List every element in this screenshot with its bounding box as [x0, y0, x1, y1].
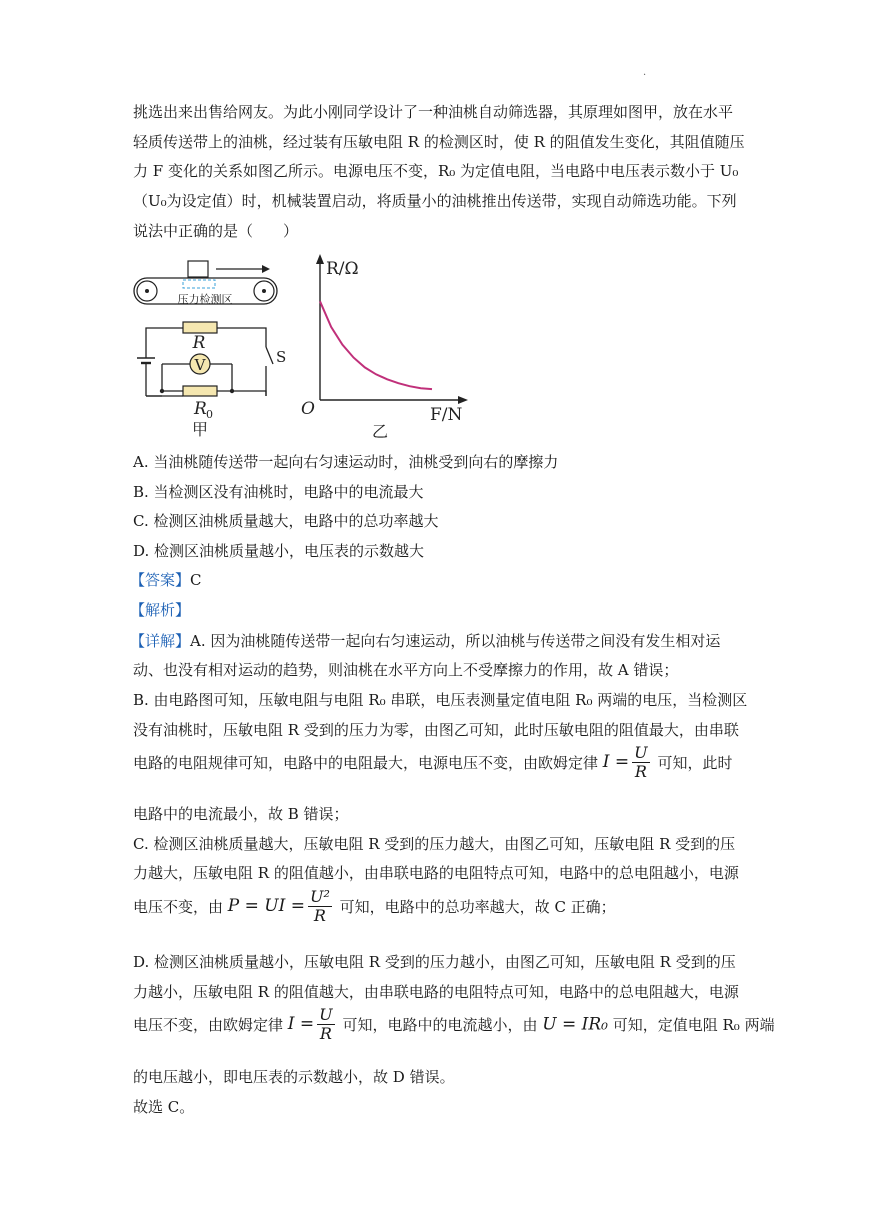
svg-text:0: 0	[206, 408, 213, 421]
detail-d-line-1: D. 检测区油桃质量越小，压敏电阻 R 受到的压力越小，由图乙可知，压敏电阻 R 受到的压	[133, 953, 736, 971]
zone-label: 压力检测区	[177, 293, 233, 306]
caption-jia: 甲	[191, 420, 209, 439]
question-line-1: 挑选出来出售给网友。为此小刚同学设计了一种油桃自动筛选器，其原理如图甲，放在水平	[133, 103, 734, 121]
series-curve-r-vs-f	[320, 301, 432, 389]
y-axis-arrow-icon	[316, 254, 324, 264]
x-axis-label: F/N	[430, 405, 463, 425]
resistor-r	[183, 322, 217, 333]
detail-c-line-2: 力越大，压敏电阻 R 的阻值越小，由串联电路的电阻特点可知，电路中的总电阻越小，电源	[133, 864, 739, 882]
arrow-right-icon	[262, 265, 270, 273]
origin-label: O	[301, 399, 315, 419]
svg-text:V: V	[194, 356, 206, 374]
question-line-5: 说法中正确的是（ ）	[133, 222, 299, 240]
detail-d-line-3: 电压不变，由欧姆定律 I = $\frac{U}{R}$ 可知，电路中的电流越小，由 U = IR₀ 可知，定值电阻 R₀ 两端	[133, 1005, 775, 1043]
option-d: D. 检测区油桃质量越小，电压表的示数越大	[133, 542, 425, 560]
x-axis-arrow-icon	[458, 396, 468, 404]
answer-row	[130, 569, 202, 590]
question-line-3: 力 F 变化的关系如图乙所示。电源电压不变，R₀ 为定值电阻，当电路中电压表示数小于 U₀	[133, 162, 739, 180]
label-r: R	[192, 333, 206, 353]
header-mark: ·	[643, 70, 647, 81]
detail-label: 【详解】	[130, 632, 191, 650]
conclusion: 故选 C。	[133, 1098, 195, 1116]
detail-a-line-1: 【详解】A. 因为油桃随传送带一起向右匀速运动，所以油桃与传送带之间没有发生相对运	[130, 632, 721, 650]
detail-b-line-3: 电路的电阻规律可知，电路中的电阻最大，电源电压不变，由欧姆定律 I = $\frac{U}{R}$ 可知，此时	[133, 743, 733, 781]
ohm-formula-2: I = $\frac{U}{R}$	[287, 1005, 333, 1043]
detail-c-line-1: C. 检测区油桃质量越大，压敏电阻 R 受到的压力越大，由图乙可知，压敏电阻 R 受到的压	[133, 835, 736, 853]
caption-yi: 乙	[371, 422, 389, 441]
detail-d-line-4: 的电压越小，即电压表的示数越小，故 D 错误。	[133, 1068, 455, 1086]
detection-zone	[183, 280, 215, 288]
detail-a-line-2: 动、也没有相对运动的趋势，则油桃在水平方向上不受摩擦力的作用，故 A 错误；	[133, 661, 679, 679]
y-axis-label: R/Ω	[326, 259, 359, 279]
peach-block	[188, 261, 208, 277]
option-a: A. 当油桃随传送带一起向右匀速运动时，油桃受到向右的摩擦力	[133, 453, 559, 471]
question-line-4: （U₀为设定值）时，机械装置启动，将质量小的油桃推出传送带，实现自动筛选功能。下列	[133, 192, 737, 210]
answer-value: C	[190, 571, 202, 589]
switch-icon	[266, 347, 273, 364]
analysis-label: 【解析】	[130, 601, 191, 619]
detail-b-line-2: 没有油桃时，压敏电阻 R 受到的压力为零，由图乙可知，此时压敏电阻的阻值最大，由串联	[133, 721, 739, 739]
question-line-2: 轻质传送带上的油桃，经过装有压敏电阻 R 的检测区时，使 R 的阻值发生变化，其阻值随压	[133, 133, 745, 151]
detail-b-line-4: 电路中的电流最小，故 B 错误；	[133, 805, 349, 823]
detail-d-line-2: 力越小，压敏电阻 R 的阻值越大，由串联电路的电阻特点可知，电路中的总电阻越大，电源	[133, 983, 739, 1001]
ohm-formula: I = $\frac{U}{R}$	[602, 743, 648, 781]
label-r0: R	[194, 399, 207, 419]
power-formula: P = UI = $\frac{\text{U²}}{R}$	[227, 887, 330, 925]
option-b: B. 当检测区没有油桃时，电路中的电流最大	[133, 483, 424, 501]
figure-jia-circuit	[128, 254, 288, 439]
detail-c-line-3: 电压不变，由 P = UI = $\frac{\text{U²}}{R}$ 可知，电路中的总功率越大，故 C 正确；	[133, 887, 616, 925]
figure-yi-chart	[296, 252, 476, 442]
detail-b-line-1: B. 由电路图可知，压敏电阻与电阻 R₀ 串联，电压表测量定值电阻 R₀ 两端的电压，当检测区	[133, 691, 748, 709]
label-s: S	[276, 348, 287, 366]
u-formula: U = IR₀	[542, 1014, 608, 1035]
answer-label: 【答案】	[130, 571, 191, 589]
resistor-r0	[183, 386, 217, 396]
option-c: C. 检测区油桃质量越大，电路中的总功率越大	[133, 512, 439, 530]
